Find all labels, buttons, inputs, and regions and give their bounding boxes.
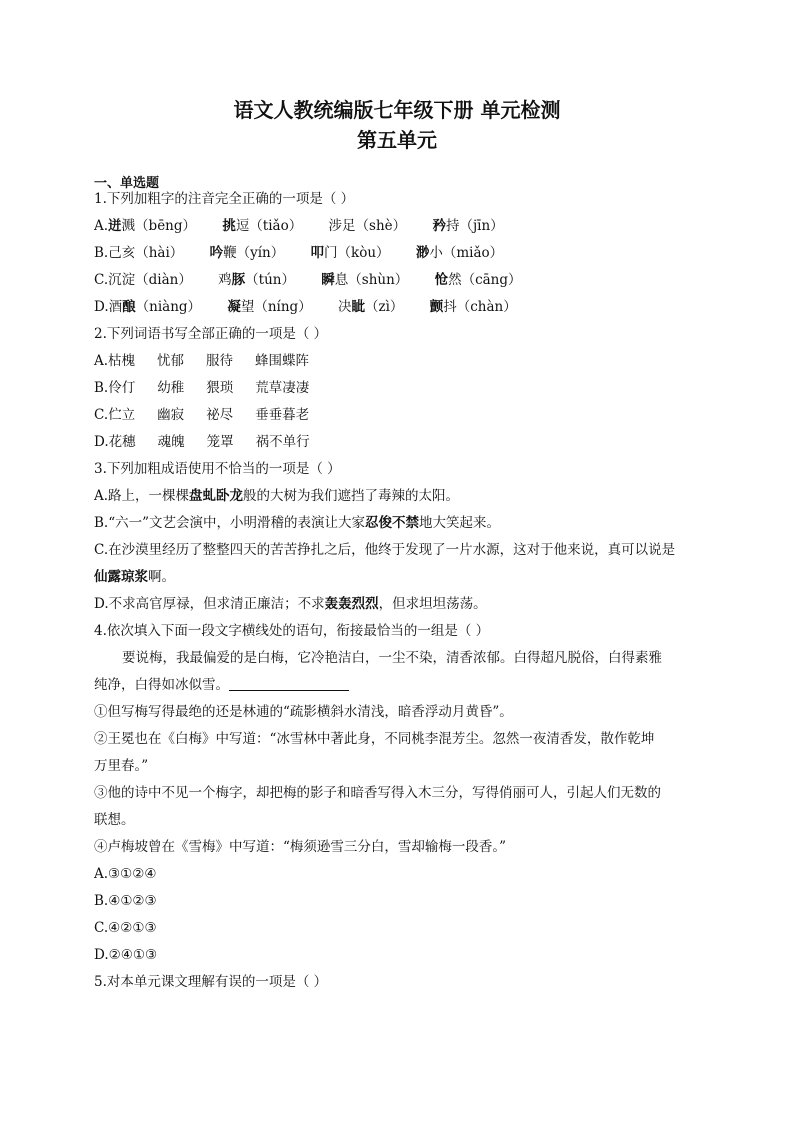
q1-b-item: 渺小（miǎo） xyxy=(415,245,504,261)
q1-c-item: C.沉淀（diàn） xyxy=(94,272,192,288)
q1-option-c xyxy=(94,267,706,294)
q1-c-item: 怆然（cāng） xyxy=(434,272,522,288)
q1-b-item: B.己亥（hài） xyxy=(94,245,184,261)
document-title: 语文人教统编版七年级下册 单元检测 xyxy=(233,98,561,122)
q3-option-c-cont: 仙露琼浆啊。 xyxy=(94,569,175,585)
q1-d-item: D.酒酿（niàng） xyxy=(94,299,202,315)
q1-d-item: 决眦（zì） xyxy=(338,299,404,315)
q4-stem: 4.依次填入下面一段文字横线处的语句，衔接最恰当的一组是（ ） xyxy=(94,623,490,639)
q1-a-item: 涉足（shè） xyxy=(328,218,407,234)
q1-d-item: 颤抖（chàn） xyxy=(429,299,517,315)
q1-a-item: A.迸溅（bēng） xyxy=(94,218,197,234)
q3-option-b: B.“六一”文艺会演中，小明滑稽的表演让大家忍俊不禁地大笑起来。 xyxy=(94,515,501,531)
section-heading: 一、单选题 xyxy=(94,176,160,191)
q4-option-c: C.④②①③ xyxy=(94,920,157,936)
q3-option-a: A.路上，一棵棵盘虬卧龙般的大树为我们遮挡了毒辣的太阳。 xyxy=(94,488,460,504)
q4-paragraph-cont: 纯净，白得如冰似雪。 xyxy=(94,672,706,699)
q3-option-c: C.在沙漠里经历了整整四天的苦苦挣扎之后，他终于发现了一片水源，这对于他来说，真可以说是 xyxy=(94,542,676,558)
q1-b-item: 叩门（kòu） xyxy=(310,245,390,261)
document-subtitle: 第五单元 xyxy=(357,128,437,152)
q1-d-item: 凝望（níng） xyxy=(227,299,312,315)
q1-option-a xyxy=(94,213,706,240)
q3-stem: 3.下列加粗成语使用不恰当的一项是（ ） xyxy=(94,461,341,477)
q2-option-c: C.伫立 幽寂 祕尽 垂垂暮老 xyxy=(94,407,310,423)
q1-c-item: 瞬息（shùn） xyxy=(321,272,409,288)
q4-option-b: B.④①②③ xyxy=(94,893,157,909)
q1-stem: 1.下列加粗字的注音完全正确的一项是（ ） xyxy=(94,191,355,207)
q1-b-item: 吟鞭（yín） xyxy=(209,245,285,261)
q4-sentence-3: ③他的诗中不见一个梅字，却把梅的影子和暗香写得入木三分，写得俏丽可人，引起人们无数的 xyxy=(94,785,661,801)
q4-sentence-4: ④卢梅坡曾在《雪梅》中写道：“梅须逊雪三分白，雪却输梅一段香。” xyxy=(94,839,507,855)
q2-option-b: B.伶仃 幼稚 猥琐 荒草凄凄 xyxy=(94,380,310,396)
q4-option-d: D.②④①③ xyxy=(94,947,158,963)
q4-sentence-2: ②王冕也在《白梅》中写道：“冰雪林中著此身，不同桃李混芳尘。忽然一夜清香发，散作乾坤 xyxy=(94,731,655,747)
q3-option-d: D.不求高官厚禄，但求清正廉洁；不求轰轰烈烈，但求坦坦荡荡。 xyxy=(94,596,487,612)
question-body xyxy=(94,186,706,996)
q1-a-item: 挑逗（tiǎo） xyxy=(222,218,303,234)
q2-option-a: A.枯槐 忧郁 服待 蜂围蝶阵 xyxy=(94,353,310,369)
q4-sentence-3-cont: 联想。 xyxy=(94,812,135,828)
q1-option-b xyxy=(94,240,706,267)
fill-blank[interactable] xyxy=(229,676,349,691)
q5-stem: 5.对本单元课文理解有误的一项是（ ） xyxy=(94,974,328,990)
q2-stem: 2.下列词语书写全部正确的一项是（ ） xyxy=(94,326,328,342)
q2-option-d: D.花穗 魂魄 笼罩 祸不单行 xyxy=(94,434,310,450)
q1-c-item: 鸡豚（tún） xyxy=(218,272,295,288)
q1-option-d xyxy=(94,294,706,321)
q4-sentence-2-cont: 万里春。” xyxy=(94,758,149,774)
q4-sentence-1: ①但写梅写得最绝的还是林逋的“疏影横斜水清浅，暗香浮动月黄昏”。 xyxy=(94,704,513,720)
q4-paragraph: 要说梅，我最偏爱的是白梅，它冷艳洁白，一尘不染，清香浓郁。白得超凡脱俗，白得素雅 xyxy=(122,650,662,666)
q4-option-a: A.③①②④ xyxy=(94,866,157,882)
q1-a-item: 矜持（jīn） xyxy=(432,218,504,234)
